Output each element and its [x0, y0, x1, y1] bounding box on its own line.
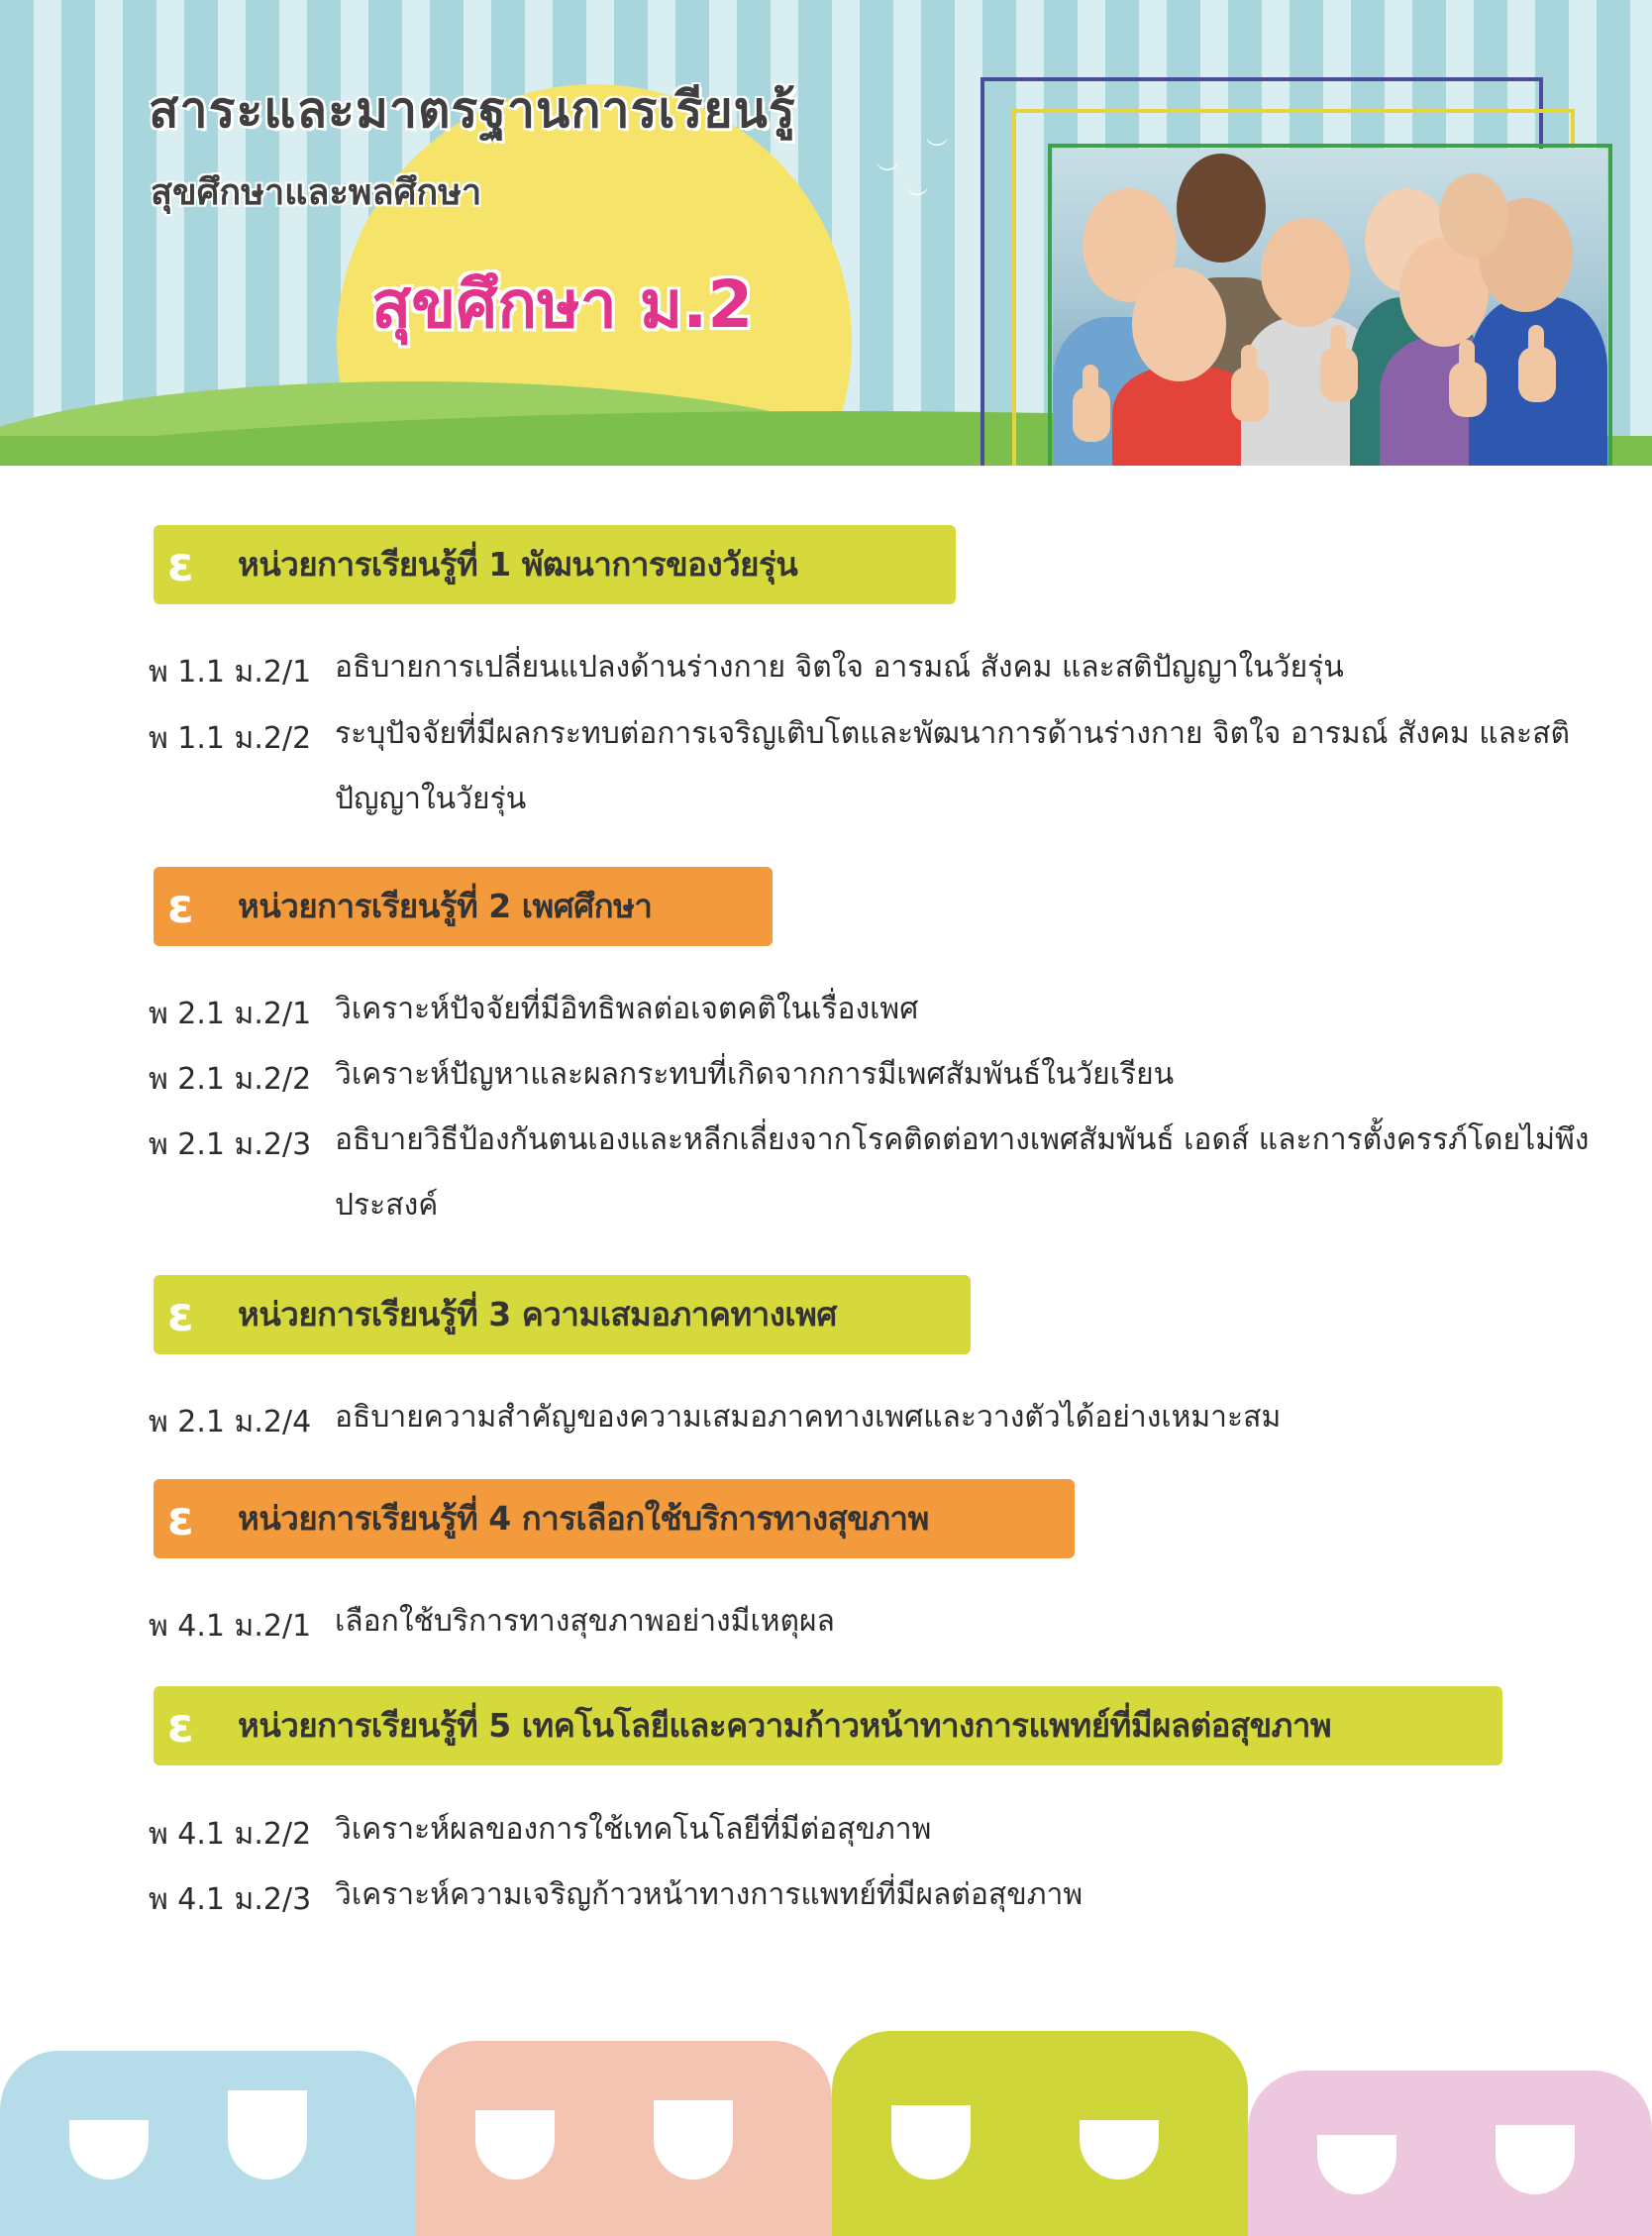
page-title: สาระและมาตรฐานการเรียนรู้ — [149, 81, 796, 139]
standard-code: พ 2.1 ม.2/4 — [149, 1405, 312, 1439]
standard-code: พ 1.1 ม.2/1 — [149, 655, 312, 690]
wave-pink — [1248, 2011, 1652, 2236]
bracket-icon: ɛ — [167, 879, 194, 934]
thumbs-up-icon — [1073, 386, 1110, 442]
unit-heading-1 — [154, 525, 956, 604]
standard-text: อธิบายวิธีป้องกันตนเองและหลีกเลี่ยงจากโรคติดต่อทางเพศสัมพันธ์ เอดส์ และการตั้งครรภ์โดยไม่พึงประสงค์ — [335, 1122, 1590, 1223]
page-subtitle: สุขศึกษาและพลศึกษา — [151, 172, 482, 213]
bird-icon: ︶ — [926, 139, 949, 163]
person-figure — [1177, 154, 1266, 263]
thumbs-up-icon — [1231, 367, 1269, 422]
unit-title: หน่วยการเรียนรู้ที่ 3 ความเสมอภาคทางเพศ — [238, 1295, 837, 1333]
unit-heading-4 — [154, 1479, 1075, 1558]
standard-text: วิเคราะห์ปัญหาและผลกระทบที่เกิดจากการมีเพศสัมพันธ์ในวัยเรียน — [335, 1057, 1175, 1092]
standard-code: พ 2.1 ม.2/2 — [149, 1062, 312, 1097]
footer-decoration — [0, 2011, 1652, 2236]
wave-peach — [416, 2011, 832, 2236]
bracket-icon: ɛ — [167, 1698, 194, 1754]
standard-text: อธิบายการเปลี่ยนแปลงด้านร่างกาย จิตใจ อารมณ์ สังคม และสติปัญญาในวัยรุ่น — [335, 650, 1344, 685]
bracket-icon: ɛ — [167, 1287, 194, 1342]
person-figure — [1439, 173, 1508, 258]
bird-icon: ︶ — [877, 163, 899, 188]
standard-text: ระบุปัจจัยที่มีผลกระทบต่อการเจริญเติบโตและพัฒนาการด้านร่างกาย จิตใจ อารมณ์ สังคม และสติปัญญาในวัยรุ่น — [335, 716, 1570, 816]
standard-code: พ 2.1 ม.2/1 — [149, 997, 312, 1031]
thumbs-up-icon — [1449, 362, 1487, 417]
bird-icon: ︶ — [906, 188, 929, 213]
unit-heading-5 — [154, 1686, 1502, 1765]
standard-text: วิเคราะห์ความเจริญก้าวหน้าทางการแพทย์ที่มีผลต่อสุขภาพ — [335, 1877, 1084, 1912]
standard-text: เลือกใช้บริการทางสุขภาพอย่างมีเหตุผล — [335, 1604, 835, 1639]
unit-title: หน่วยการเรียนรู้ที่ 4 การเลือกใช้บริการทางสุขภาพ — [238, 1499, 929, 1538]
standard-code: พ 4.1 ม.2/3 — [149, 1882, 312, 1917]
thumbs-up-icon — [1518, 347, 1556, 402]
person-figure — [1261, 218, 1350, 327]
unit-heading-3 — [154, 1275, 971, 1354]
standard-code: พ 1.1 ม.2/2 — [149, 721, 312, 756]
standard-text: วิเคราะห์ปัจจัยที่มีอิทธิพลต่อเจตคติในเรื่องเพศ — [335, 992, 919, 1026]
grade-title: สุขศึกษา ม.2 — [371, 266, 754, 343]
person-figure — [1132, 267, 1226, 381]
standard-code: พ 4.1 ม.2/1 — [149, 1609, 312, 1644]
unit-title: หน่วยการเรียนรู้ที่ 5 เทคโนโลยีและความก้าวหน้าทางการแพทย์ที่มีผลต่อสุขภาพ — [238, 1706, 1332, 1745]
wave-lime — [832, 2011, 1248, 2236]
bracket-icon: ɛ — [167, 537, 194, 592]
wave-blue — [0, 2011, 416, 2236]
teens-photo — [1053, 149, 1607, 466]
unit-heading-2 — [154, 867, 773, 946]
unit-title: หน่วยการเรียนรู้ที่ 2 เพศศึกษา — [238, 887, 653, 925]
standard-code: พ 4.1 ม.2/2 — [149, 1817, 312, 1852]
bracket-icon: ɛ — [167, 1491, 194, 1546]
unit-title: หน่วยการเรียนรู้ที่ 1 พัฒนาการของวัยรุ่น — [238, 545, 798, 584]
standard-text: อธิบายความสำคัญของความเสมอภาคทางเพศและวางตัวได้อย่างเหมาะสม — [335, 1400, 1282, 1435]
standard-code: พ 2.1 ม.2/3 — [149, 1127, 312, 1162]
header-banner — [0, 0, 1652, 466]
standard-text: วิเคราะห์ผลของการใช้เทคโนโลยีที่มีต่อสุขภาพ — [335, 1812, 932, 1847]
thumbs-up-icon — [1320, 347, 1358, 402]
